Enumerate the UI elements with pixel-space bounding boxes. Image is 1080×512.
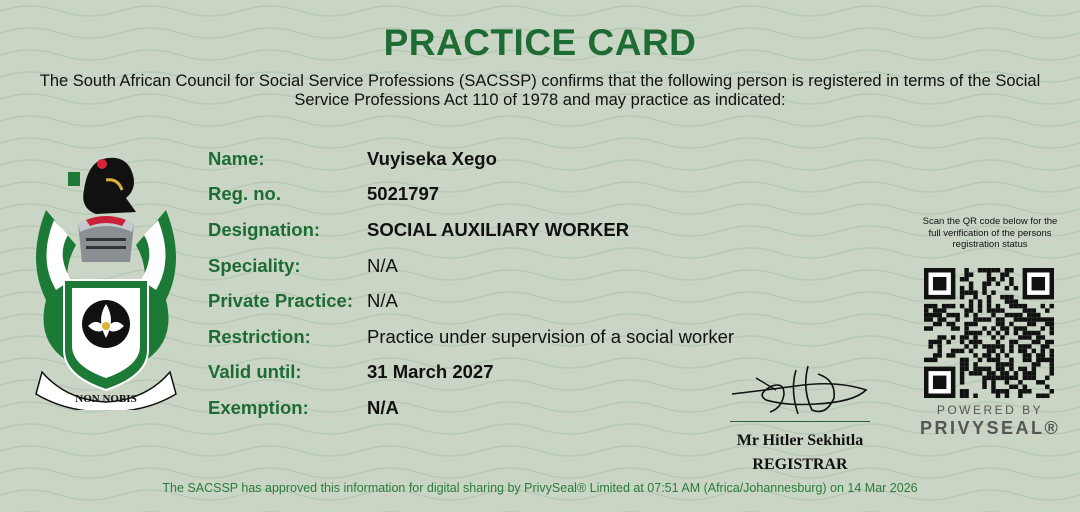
reg-no-label: Reg. no. <box>208 183 281 204</box>
speciality-value: N/A <box>367 255 398 276</box>
registrar-signature <box>726 360 876 422</box>
speciality-label: Speciality: <box>208 255 301 276</box>
exemption-label: Exemption: <box>208 397 309 418</box>
name-label: Name: <box>208 148 265 169</box>
scan-instructions: Scan the QR code below for the full verification of the persons registration status <box>922 216 1058 250</box>
signature-line <box>730 421 870 422</box>
private-practice-label: Private Practice: <box>208 290 354 311</box>
powered-by-label: POWERED BY <box>936 403 1044 417</box>
restriction-value: Practice under supervision of a social worker <box>367 326 735 347</box>
valid-until-label: Valid until: <box>208 361 302 382</box>
restriction-label: Restriction: <box>208 326 311 347</box>
private-practice-value: N/A <box>367 290 398 311</box>
exemption-value: N/A <box>367 397 399 418</box>
crest-motto: NON NOBIS <box>75 393 137 405</box>
registrar-title: REGISTRAR <box>752 456 848 473</box>
name-value: Vuyiseka Xego <box>367 148 497 169</box>
designation-value: SOCIAL AUXILIARY WORKER <box>367 219 630 240</box>
page-title: PRACTICE CARD <box>383 22 697 63</box>
valid-until-value: 31 March 2027 <box>367 361 494 382</box>
sacssp-coat-of-arms-logo <box>26 150 186 410</box>
privyseal-logo: PRIVYSEAL® <box>920 418 1061 438</box>
registrar-name: Mr Hitler Sekhitla <box>736 432 864 449</box>
footer-disclaimer: The SACSSP has approved this information for digital sharing by PrivySeal® Limited at 07:51 AM (Africa/Johannesburg) on 14 Mar 2026 <box>162 481 918 495</box>
designation-label: Designation: <box>208 219 321 240</box>
verification-qr-code[interactable] <box>924 268 1054 398</box>
intro-text: The South African Council for Social Service Professions (SACSSP) confirms that the following person is registered in terms of the Social Service Professions Act 110 of 1978 and may practice as indicated: <box>39 72 1041 109</box>
reg-no-value: 5021797 <box>367 183 440 204</box>
